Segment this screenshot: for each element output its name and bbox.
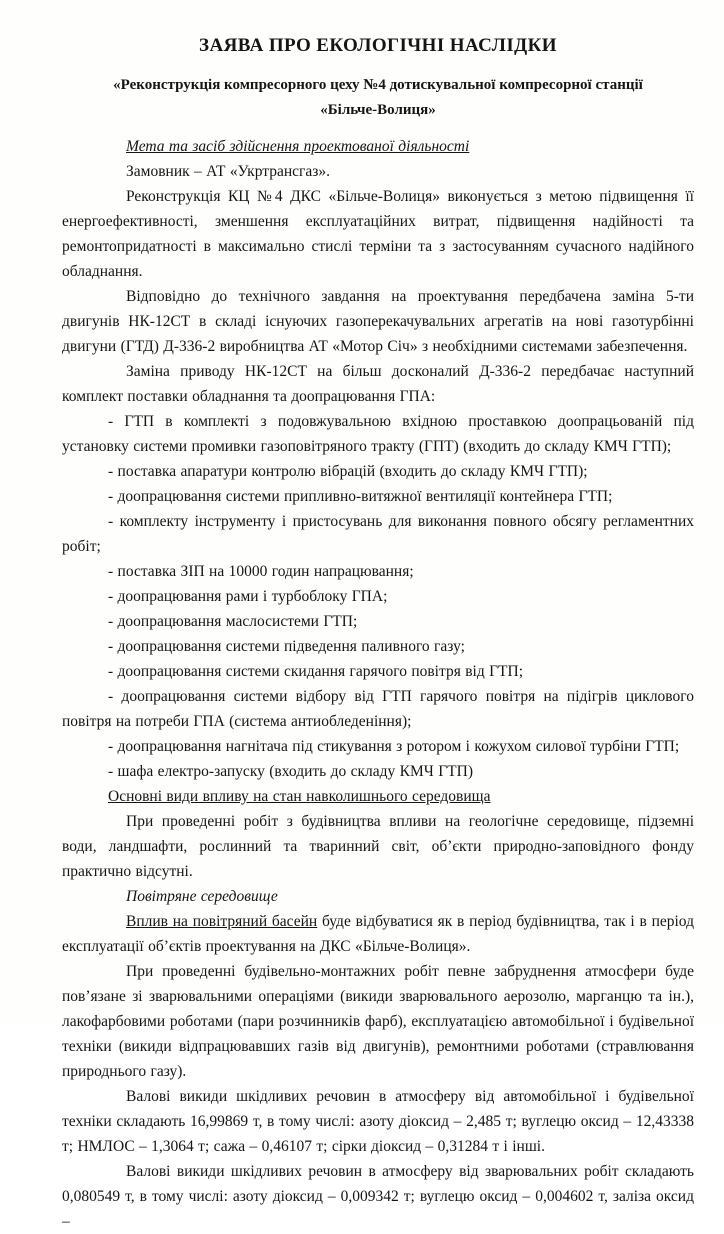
paragraph: Заміна приводу НК-12СТ на більш досконалий Д-336-2 передбачає наступний комплект поставки обладнання та доопрацювання ГПА: xyxy=(62,363,694,405)
list-item: - ГТП в комплекті з подовжувальною вхідною проставкою доопрацьованій під установку системи промивки газоповітряного тракту (ГПТ) (входить до складу КМЧ ГТП); xyxy=(62,413,694,455)
document-body xyxy=(62,134,694,1234)
paragraph: Валові викиди шкідливих речовин в атмосферу від автомобільної і будівельної техніки складають 16,99869 т, в тому числі: азоту діоксид – 2,485 т; вуглецю оксид – 12,43338 т; НМЛОС – 1,3064 т; сажа – 0,46107 т; сірки діоксид – 0,31284 т і інші. xyxy=(62,1088,694,1155)
paragraph: При проведенні робіт з будівництва впливи на геологічне середовище, підземні води, ландшафти, рослинний та тваринний світ, об’єкти природно-заповідного фонду практично відсутні. xyxy=(62,813,694,880)
paragraph: Замовник – АТ «Укртрансгаз». xyxy=(126,163,331,180)
list-item: - доопрацювання системи припливно-витяжної вентиляції контейнера ГТП; xyxy=(108,488,613,505)
list-item: - доопрацювання нагнітача під стикування з ротором і кожухом силової турбіни ГТП; xyxy=(108,738,680,755)
paragraph: Валові викиди шкідливих речовин в атмосферу від зварювальних робіт складають 0,080549 т, в тому числі: азоту діоксид – 0,009342 т; вуглецю оксид – 0,004602 т, заліза оксид – xyxy=(62,1163,694,1230)
list-item: - комплекту інструменту і пристосувань для виконання повного обсягу регламентних робіт; xyxy=(62,513,694,555)
paragraph: При проведенні будівельно-монтажних робіт певне забруднення атмосфери буде пов’язане зі зварювальними операціями (викиди зварювального аерозолю, марганцю та ін.), лакофарбовими роботами (пари розчинників фарб), експлуатацією автомобільної і будівельної техніки (викиди відпрацювавших газів від двигунів), ремонтними роботами (стравлювання природнього газу). xyxy=(62,963,694,1080)
paragraph: Вплив на повітряний басейн буде відбуватися як в період будівництва, так і в період експлуатації об’єктів проектування на ДКС «Більче-Волиця». xyxy=(62,913,694,955)
list-item: - доопрацювання рами і турбоблоку ГПА; xyxy=(108,588,388,605)
list-item: - поставка ЗІП на 10000 годин напрацювання; xyxy=(108,563,414,580)
section-heading: Мета та засіб здійснення проектованої діяльності xyxy=(126,138,470,155)
subtitle-line-1: «Реконструкція компресорного цеху №4 дотискувальної компресорної станції xyxy=(113,77,643,93)
list-item: - доопрацювання системи підведення паливного газу; xyxy=(108,638,465,655)
paragraph: Реконструкція КЦ №4 ДКС «Більче-Волиця» виконується з метою підвищення її енергоефективності, зменшення експлуатаційних витрат, підвищення надійності та ремонтопридатності в максимально стислі терміни та з застосуванням сучасного надійного обладнання. xyxy=(62,188,694,280)
section-heading: Основні види впливу на стан навколишнього середовища xyxy=(108,788,491,805)
document-subtitle xyxy=(62,73,694,123)
list-item: - шафа електро-запуску (входить до складу КМЧ ГТП) xyxy=(108,763,473,780)
section-heading: Повітряне середовище xyxy=(126,888,278,905)
list-item: - доопрацювання системи відбору від ГТП гарячого повітря на підігрів циклового повітря на потреби ГПА (система антиобледеніння); xyxy=(62,688,694,730)
list-item: - поставка апаратури контролю вібрацій (входить до складу КМЧ ГТП); xyxy=(108,463,588,480)
document-title: ЗАЯВА ПРО ЕКОЛОГІЧНІ НАСЛІДКИ xyxy=(199,35,557,56)
list-item: - доопрацювання маслосистеми ГТП; xyxy=(108,613,358,630)
subtitle-line-2: «Більче-Волиця» xyxy=(320,102,436,118)
paragraph: Відповідно до технічного завдання на проектування передбачена заміна 5-ти двигунів НК-12СТ в складі існуючих газоперекачувальних агрегатів на нові газотурбінні двигуни (ГТД) Д-336-2 виробництва АТ «Мотор Січ» з необхідними системами забезпечення. xyxy=(62,288,694,355)
underlined-lead: Вплив на повітряний басейн xyxy=(126,913,318,930)
list-item: - доопрацювання системи скидання гарячого повітря від ГТП; xyxy=(108,663,524,680)
